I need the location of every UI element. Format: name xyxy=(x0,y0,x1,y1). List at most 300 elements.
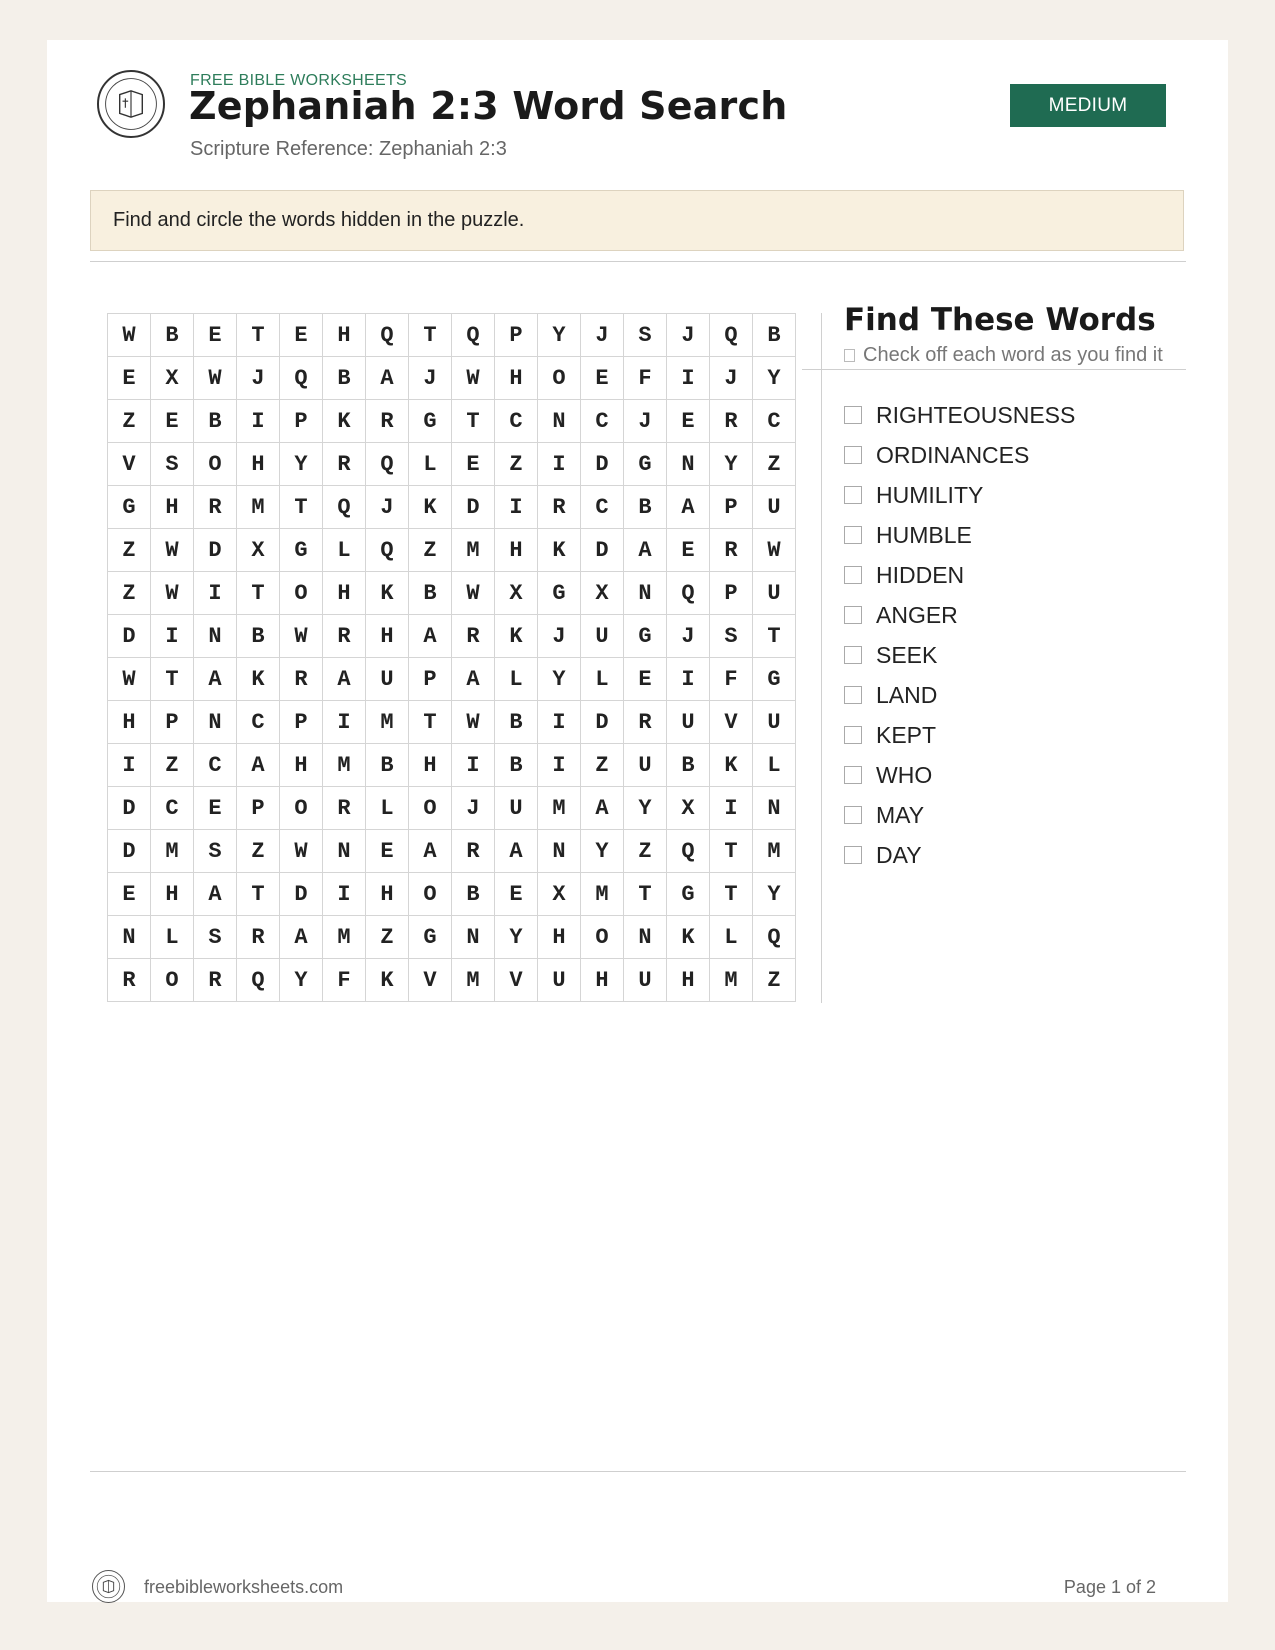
grid-cell[interactable]: I xyxy=(538,744,581,787)
grid-cell[interactable]: T xyxy=(237,873,280,916)
grid-cell[interactable]: T xyxy=(452,400,495,443)
word-checkbox[interactable] xyxy=(844,646,862,664)
grid-cell[interactable]: Y xyxy=(581,830,624,873)
grid-cell[interactable]: N xyxy=(624,572,667,615)
grid-cell[interactable]: B xyxy=(409,572,452,615)
grid-cell[interactable]: A xyxy=(624,529,667,572)
word-checkbox[interactable] xyxy=(844,446,862,464)
grid-cell[interactable]: R xyxy=(452,615,495,658)
word-label: WHO xyxy=(876,761,933,788)
grid-cell[interactable]: K xyxy=(366,572,409,615)
grid-cell[interactable]: B xyxy=(624,486,667,529)
grid-cell[interactable]: N xyxy=(194,701,237,744)
grid-cell[interactable]: J xyxy=(366,486,409,529)
grid-cell[interactable]: Z xyxy=(753,443,796,486)
grid-cell[interactable]: Z xyxy=(108,529,151,572)
checkbox-hint-icon xyxy=(844,349,855,362)
grid-cell[interactable]: U xyxy=(753,486,796,529)
grid-cell[interactable]: E xyxy=(280,314,323,357)
grid-cell[interactable]: N xyxy=(667,443,710,486)
grid-cell[interactable]: X xyxy=(667,787,710,830)
grid-row xyxy=(108,701,796,744)
grid-cell[interactable]: J xyxy=(624,400,667,443)
instructions-box xyxy=(90,190,1184,251)
grid-cell[interactable]: Y xyxy=(624,787,667,830)
grid-cell[interactable]: U xyxy=(538,959,581,1002)
grid-cell[interactable]: E xyxy=(667,529,710,572)
word-checkbox[interactable] xyxy=(844,686,862,704)
grid-cell[interactable]: C xyxy=(581,486,624,529)
grid-cell[interactable]: W xyxy=(452,701,495,744)
grid-cell[interactable]: O xyxy=(151,959,194,1002)
grid-cell[interactable]: B xyxy=(495,744,538,787)
grid-cell[interactable]: J xyxy=(667,314,710,357)
grid-cell[interactable]: T xyxy=(151,658,194,701)
word-checkbox[interactable] xyxy=(844,526,862,544)
grid-cell[interactable]: F xyxy=(710,658,753,701)
grid-cell[interactable]: H xyxy=(581,959,624,1002)
grid-cell[interactable]: H xyxy=(495,357,538,400)
grid-cell[interactable]: S xyxy=(710,615,753,658)
grid-cell[interactable]: C xyxy=(753,400,796,443)
grid-cell[interactable]: A xyxy=(452,658,495,701)
grid-cell[interactable]: E xyxy=(194,314,237,357)
grid-cell[interactable]: Z xyxy=(151,744,194,787)
brand-name: FREE BIBLE WORKSHEETS xyxy=(190,72,408,89)
grid-cell[interactable]: R xyxy=(194,486,237,529)
grid-cell[interactable]: P xyxy=(280,701,323,744)
grid-cell[interactable]: N xyxy=(538,400,581,443)
grid-cell[interactable]: W xyxy=(280,830,323,873)
word-label: HUMBLE xyxy=(876,521,972,548)
grid-cell[interactable]: H xyxy=(366,873,409,916)
grid-cell[interactable]: N xyxy=(194,615,237,658)
word-label: SEEK xyxy=(876,641,938,668)
grid-cell[interactable]: C xyxy=(151,787,194,830)
grid-cell[interactable]: H xyxy=(409,744,452,787)
grid-cell[interactable]: U xyxy=(624,744,667,787)
grid-cell[interactable]: E xyxy=(624,658,667,701)
grid-cell[interactable]: Y xyxy=(710,443,753,486)
grid-cell[interactable]: N xyxy=(538,830,581,873)
grid-cell[interactable]: E xyxy=(108,873,151,916)
grid-cell[interactable]: D xyxy=(108,830,151,873)
grid-cell[interactable]: Q xyxy=(710,314,753,357)
grid-cell[interactable]: H xyxy=(323,314,366,357)
grid-cell[interactable]: G xyxy=(280,529,323,572)
grid-cell[interactable]: D xyxy=(581,443,624,486)
grid-cell[interactable]: I xyxy=(108,744,151,787)
grid-cell[interactable]: D xyxy=(581,529,624,572)
grid-cell[interactable]: B xyxy=(194,400,237,443)
grid-cell[interactable]: K xyxy=(409,486,452,529)
grid-cell[interactable]: A xyxy=(581,787,624,830)
grid-cell[interactable]: O xyxy=(538,357,581,400)
grid-cell[interactable]: R xyxy=(538,486,581,529)
grid-cell[interactable]: H xyxy=(237,443,280,486)
grid-cell[interactable]: A xyxy=(366,357,409,400)
grid-cell[interactable]: M xyxy=(237,486,280,529)
grid-cell[interactable]: L xyxy=(753,744,796,787)
grid-cell[interactable]: J xyxy=(237,357,280,400)
grid-cell[interactable]: W xyxy=(194,357,237,400)
grid-cell[interactable]: N xyxy=(624,916,667,959)
grid-cell[interactable]: U xyxy=(581,615,624,658)
grid-cell[interactable]: Z xyxy=(753,959,796,1002)
grid-cell[interactable]: R xyxy=(108,959,151,1002)
grid-cell[interactable]: Z xyxy=(108,572,151,615)
grid-cell[interactable]: S xyxy=(624,314,667,357)
grid-cell[interactable]: M xyxy=(710,959,753,1002)
word-checkbox[interactable] xyxy=(844,606,862,624)
grid-cell[interactable]: J xyxy=(710,357,753,400)
grid-cell[interactable]: R xyxy=(237,916,280,959)
word-label: KEPT xyxy=(876,721,937,748)
grid-cell[interactable]: R xyxy=(366,400,409,443)
grid-cell[interactable]: A xyxy=(409,830,452,873)
grid-cell[interactable]: I xyxy=(667,357,710,400)
grid-cell[interactable]: I xyxy=(667,658,710,701)
grid-cell[interactable]: Y xyxy=(280,443,323,486)
grid-cell[interactable]: V xyxy=(495,959,538,1002)
word-item[interactable] xyxy=(844,795,1075,835)
grid-cell[interactable]: V xyxy=(409,959,452,1002)
grid-row xyxy=(108,572,796,615)
grid-cell[interactable]: O xyxy=(194,443,237,486)
grid-cell[interactable]: E xyxy=(108,357,151,400)
grid-cell[interactable]: Y xyxy=(753,357,796,400)
word-search-grid[interactable] xyxy=(107,313,796,1002)
grid-cell[interactable]: H xyxy=(366,615,409,658)
grid-cell[interactable]: O xyxy=(280,787,323,830)
grid-cell[interactable]: R xyxy=(194,959,237,1002)
grid-cell[interactable]: Q xyxy=(452,314,495,357)
grid-cell[interactable]: J xyxy=(538,615,581,658)
word-checkbox[interactable] xyxy=(844,726,862,744)
grid-cell[interactable]: H xyxy=(151,873,194,916)
grid-cell[interactable]: A xyxy=(280,916,323,959)
grid-cell[interactable]: I xyxy=(495,486,538,529)
word-checkbox[interactable] xyxy=(844,806,862,824)
grid-cell[interactable]: Q xyxy=(280,357,323,400)
grid-cell[interactable]: J xyxy=(409,357,452,400)
grid-row xyxy=(108,400,796,443)
grid-cell[interactable]: U xyxy=(753,572,796,615)
grid-cell[interactable]: Y xyxy=(538,658,581,701)
grid-cell[interactable]: I xyxy=(151,615,194,658)
word-item[interactable] xyxy=(844,715,1075,755)
grid-cell[interactable]: T xyxy=(710,830,753,873)
grid-cell[interactable]: N xyxy=(452,916,495,959)
word-list-divider xyxy=(802,369,1186,370)
grid-cell[interactable]: R xyxy=(710,529,753,572)
grid-cell[interactable]: M xyxy=(452,959,495,1002)
grid-cell[interactable]: B xyxy=(495,701,538,744)
grid-cell[interactable]: H xyxy=(280,744,323,787)
grid-cell[interactable]: I xyxy=(710,787,753,830)
grid-cell[interactable]: W xyxy=(452,357,495,400)
grid-cell[interactable]: R xyxy=(323,787,366,830)
word-item[interactable] xyxy=(844,595,1075,635)
grid-cell[interactable]: W xyxy=(452,572,495,615)
grid-cell[interactable]: M xyxy=(323,916,366,959)
grid-cell[interactable]: Z xyxy=(366,916,409,959)
grid-cell[interactable]: T xyxy=(753,615,796,658)
grid-cell[interactable]: A xyxy=(323,658,366,701)
grid-cell[interactable]: T xyxy=(624,873,667,916)
grid-cell[interactable]: A xyxy=(237,744,280,787)
grid-cell[interactable]: C xyxy=(194,744,237,787)
grid-cell[interactable]: G xyxy=(409,916,452,959)
grid-cell[interactable]: Q xyxy=(667,830,710,873)
grid-cell[interactable]: T xyxy=(237,314,280,357)
grid-cell[interactable]: L xyxy=(151,916,194,959)
word-label: LAND xyxy=(876,681,938,708)
grid-cell[interactable]: G xyxy=(624,615,667,658)
grid-cell[interactable]: R xyxy=(624,701,667,744)
word-item[interactable] xyxy=(844,475,1075,515)
grid-cell[interactable]: G xyxy=(409,400,452,443)
grid-cell[interactable]: F xyxy=(624,357,667,400)
grid-cell[interactable]: Q xyxy=(366,529,409,572)
grid-cell[interactable]: O xyxy=(280,572,323,615)
word-item[interactable] xyxy=(844,555,1075,595)
grid-cell[interactable]: M xyxy=(366,701,409,744)
grid-cell[interactable]: P xyxy=(237,787,280,830)
grid-cell[interactable]: A xyxy=(194,873,237,916)
grid-cell[interactable]: I xyxy=(323,701,366,744)
grid-cell[interactable]: Z xyxy=(581,744,624,787)
grid-cell[interactable]: Z xyxy=(108,400,151,443)
grid-cell[interactable]: K xyxy=(495,615,538,658)
word-checkbox[interactable] xyxy=(844,766,862,784)
grid-cell[interactable]: S xyxy=(194,830,237,873)
grid-cell[interactable]: K xyxy=(323,400,366,443)
grid-cell[interactable]: X xyxy=(237,529,280,572)
grid-cell[interactable]: P xyxy=(280,400,323,443)
word-item[interactable] xyxy=(844,515,1075,555)
grid-cell[interactable]: R xyxy=(323,443,366,486)
grid-cell[interactable]: L xyxy=(710,916,753,959)
grid-cell[interactable]: V xyxy=(710,701,753,744)
word-label: ORDINANCES xyxy=(876,441,1030,468)
grid-cell[interactable]: M xyxy=(323,744,366,787)
grid-cell[interactable]: D xyxy=(108,787,151,830)
grid-cell[interactable]: Y xyxy=(753,873,796,916)
grid-cell[interactable]: I xyxy=(237,400,280,443)
grid-cell[interactable]: H xyxy=(151,486,194,529)
grid-cell[interactable]: A xyxy=(495,830,538,873)
grid-cell[interactable]: E xyxy=(581,357,624,400)
grid-cell[interactable]: L xyxy=(409,443,452,486)
grid-cell[interactable]: G xyxy=(753,658,796,701)
grid-cell[interactable]: E xyxy=(151,400,194,443)
grid-cell[interactable]: R xyxy=(280,658,323,701)
grid-row xyxy=(108,916,796,959)
grid-cell[interactable]: Q xyxy=(667,572,710,615)
grid-cell[interactable]: C xyxy=(237,701,280,744)
grid-cell[interactable]: A xyxy=(409,615,452,658)
grid-cell[interactable]: L xyxy=(581,658,624,701)
grid-cell[interactable]: J xyxy=(452,787,495,830)
grid-cell[interactable]: X xyxy=(538,873,581,916)
grid-cell[interactable]: Q xyxy=(237,959,280,1002)
grid-cell[interactable]: S xyxy=(194,916,237,959)
grid-cell[interactable]: W xyxy=(151,572,194,615)
grid-cell[interactable]: W xyxy=(151,529,194,572)
grid-cell[interactable]: K xyxy=(710,744,753,787)
grid-cell[interactable]: O xyxy=(581,916,624,959)
grid-cell[interactable]: S xyxy=(151,443,194,486)
grid-cell[interactable]: K xyxy=(366,959,409,1002)
grid-cell[interactable]: P xyxy=(409,658,452,701)
grid-cell[interactable]: M xyxy=(452,529,495,572)
grid-cell[interactable]: H xyxy=(667,959,710,1002)
grid-cell[interactable]: Q xyxy=(366,443,409,486)
grid-cell[interactable]: F xyxy=(323,959,366,1002)
grid-cell[interactable]: W xyxy=(108,658,151,701)
grid-cell[interactable]: P xyxy=(710,486,753,529)
grid-cell[interactable]: O xyxy=(409,873,452,916)
grid-cell[interactable]: E xyxy=(366,830,409,873)
grid-cell[interactable]: T xyxy=(710,873,753,916)
grid-cell[interactable]: Z xyxy=(409,529,452,572)
word-item[interactable] xyxy=(844,435,1075,475)
word-checkbox[interactable] xyxy=(844,486,862,504)
grid-cell[interactable]: Y xyxy=(495,916,538,959)
grid-cell[interactable]: P xyxy=(710,572,753,615)
grid-cell[interactable]: B xyxy=(667,744,710,787)
grid-cell[interactable]: Z xyxy=(495,443,538,486)
grid-cell[interactable]: X xyxy=(151,357,194,400)
grid-cell[interactable]: T xyxy=(409,701,452,744)
grid-cell[interactable]: C xyxy=(581,400,624,443)
word-item[interactable] xyxy=(844,635,1075,675)
grid-cell[interactable]: I xyxy=(538,443,581,486)
grid-cell[interactable]: B xyxy=(323,357,366,400)
grid-cell[interactable]: B xyxy=(366,744,409,787)
word-list xyxy=(844,395,1075,875)
grid-cell[interactable]: Q xyxy=(366,314,409,357)
word-item[interactable] xyxy=(844,395,1075,435)
grid-cell[interactable]: G xyxy=(667,873,710,916)
grid-cell[interactable]: J xyxy=(667,615,710,658)
grid-cell[interactable]: R xyxy=(323,615,366,658)
grid-cell[interactable]: D xyxy=(280,873,323,916)
grid-cell[interactable]: G xyxy=(538,572,581,615)
grid-cell[interactable]: H xyxy=(108,701,151,744)
grid-cell[interactable]: M xyxy=(538,787,581,830)
grid-cell[interactable]: D xyxy=(452,486,495,529)
grid-cell[interactable]: M xyxy=(753,830,796,873)
grid-cell[interactable]: R xyxy=(710,400,753,443)
grid-cell[interactable]: R xyxy=(452,830,495,873)
grid-cell[interactable]: P xyxy=(151,701,194,744)
grid-cell[interactable]: E xyxy=(194,787,237,830)
grid-cell[interactable]: H xyxy=(323,572,366,615)
grid-cell[interactable]: L xyxy=(495,658,538,701)
word-checkbox[interactable] xyxy=(844,406,862,424)
grid-cell[interactable]: L xyxy=(366,787,409,830)
grid-cell[interactable]: D xyxy=(581,701,624,744)
grid-cell[interactable]: A xyxy=(194,658,237,701)
grid-row xyxy=(108,873,796,916)
grid-cell[interactable]: W xyxy=(753,529,796,572)
grid-cell[interactable]: B xyxy=(151,314,194,357)
grid-cell[interactable]: Z xyxy=(624,830,667,873)
grid-cell[interactable]: W xyxy=(280,615,323,658)
grid-cell[interactable]: L xyxy=(323,529,366,572)
grid-cell[interactable]: K xyxy=(538,529,581,572)
grid-cell[interactable]: D xyxy=(108,615,151,658)
scripture-reference: Scripture Reference: Zephaniah 2:3 xyxy=(190,138,507,160)
grid-cell[interactable]: H xyxy=(495,529,538,572)
grid-cell[interactable]: K xyxy=(667,916,710,959)
grid-cell[interactable]: W xyxy=(108,314,151,357)
grid-cell[interactable]: B xyxy=(452,873,495,916)
grid-cell[interactable]: M xyxy=(151,830,194,873)
grid-cell[interactable]: P xyxy=(495,314,538,357)
grid-cell[interactable]: O xyxy=(409,787,452,830)
grid-cell[interactable]: G xyxy=(108,486,151,529)
grid-cell[interactable]: I xyxy=(538,701,581,744)
grid-cell[interactable]: G xyxy=(624,443,667,486)
difficulty-badge: MEDIUM xyxy=(1010,84,1166,127)
word-checkbox[interactable] xyxy=(844,846,862,864)
grid-cell[interactable]: H xyxy=(538,916,581,959)
grid-cell[interactable]: N xyxy=(753,787,796,830)
footer-site-link[interactable]: freebibleworksheets.com xyxy=(144,1577,344,1597)
grid-cell[interactable]: U xyxy=(624,959,667,1002)
grid-cell[interactable]: T xyxy=(280,486,323,529)
grid-cell[interactable]: E xyxy=(667,400,710,443)
grid-cell[interactable]: I xyxy=(323,873,366,916)
grid-cell[interactable]: N xyxy=(108,916,151,959)
grid-cell[interactable]: V xyxy=(108,443,151,486)
word-item[interactable] xyxy=(844,675,1075,715)
grid-cell[interactable]: N xyxy=(323,830,366,873)
grid-cell[interactable]: U xyxy=(753,701,796,744)
grid-cell[interactable]: U xyxy=(366,658,409,701)
grid-cell[interactable]: T xyxy=(409,314,452,357)
grid-cell[interactable]: E xyxy=(452,443,495,486)
word-item[interactable] xyxy=(844,835,1075,875)
grid-cell[interactable]: A xyxy=(667,486,710,529)
grid-cell[interactable]: X xyxy=(495,572,538,615)
grid-cell[interactable]: U xyxy=(495,787,538,830)
grid-cell[interactable]: I xyxy=(194,572,237,615)
grid-cell[interactable]: Q xyxy=(323,486,366,529)
grid-cell[interactable]: Q xyxy=(753,916,796,959)
grid-cell[interactable]: D xyxy=(194,529,237,572)
grid-cell[interactable]: X xyxy=(581,572,624,615)
grid-cell[interactable]: C xyxy=(495,400,538,443)
word-checkbox[interactable] xyxy=(844,566,862,584)
grid-cell[interactable]: Y xyxy=(280,959,323,1002)
grid-cell[interactable]: E xyxy=(495,873,538,916)
grid-cell[interactable]: B xyxy=(237,615,280,658)
grid-cell[interactable]: Y xyxy=(538,314,581,357)
grid-cell[interactable]: B xyxy=(753,314,796,357)
word-item[interactable] xyxy=(844,755,1075,795)
grid-cell[interactable]: M xyxy=(581,873,624,916)
grid-cell[interactable]: I xyxy=(452,744,495,787)
grid-cell[interactable]: Z xyxy=(237,830,280,873)
grid-cell[interactable]: T xyxy=(237,572,280,615)
grid-cell[interactable]: U xyxy=(667,701,710,744)
grid-cell[interactable]: K xyxy=(237,658,280,701)
grid-cell[interactable]: J xyxy=(581,314,624,357)
